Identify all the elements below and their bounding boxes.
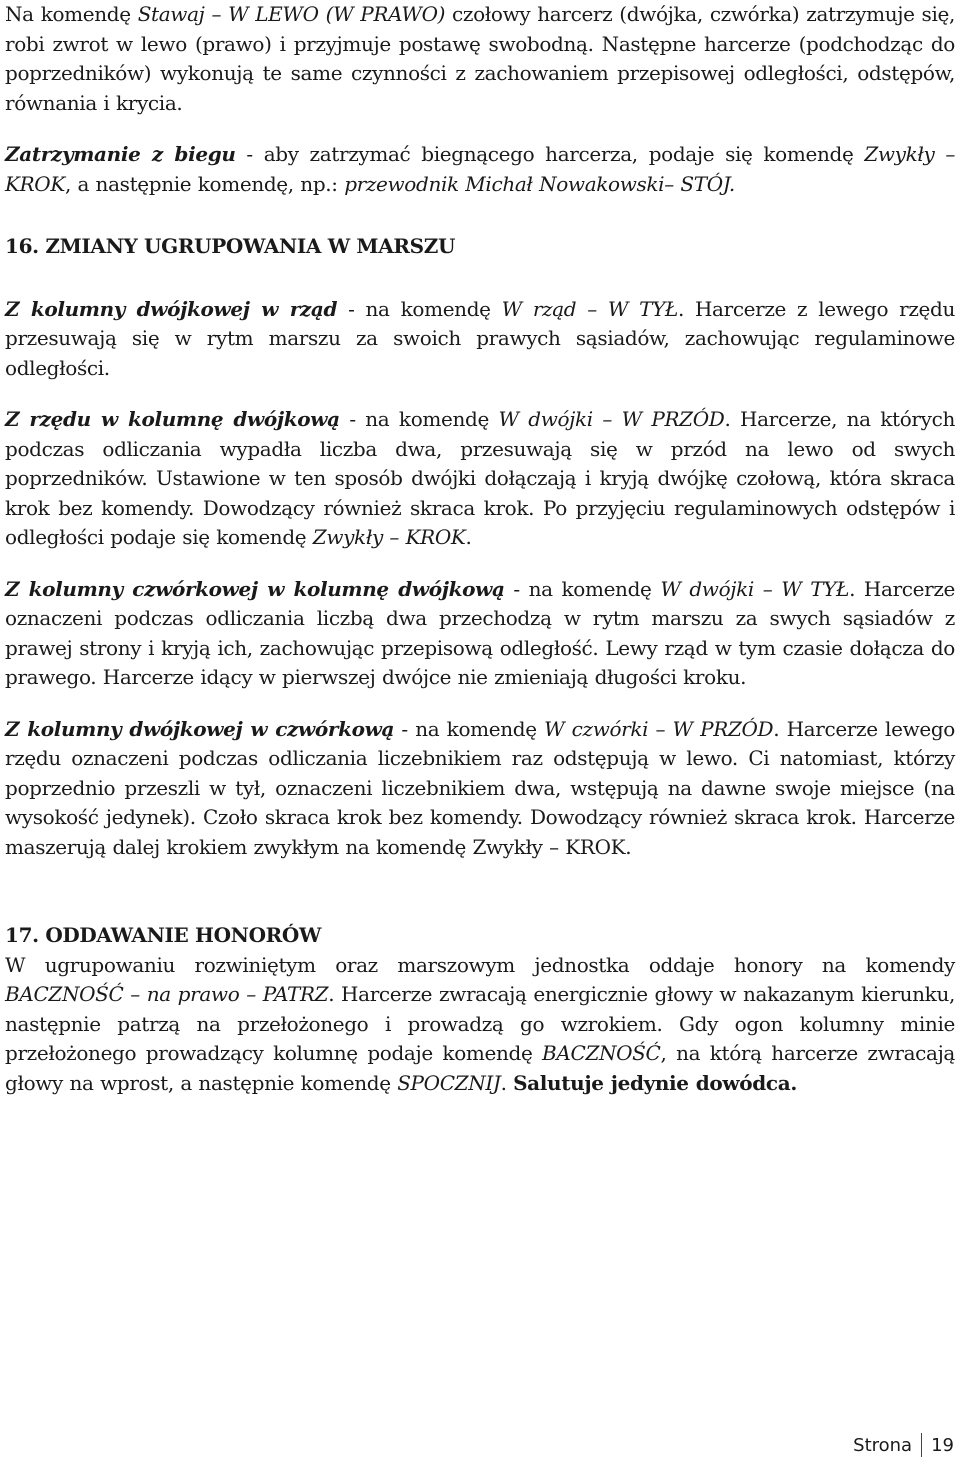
text: . Harcerze lewego rzędu oznaczeni podczas odliczania liczebnikiem raz odstępują w lewo. Ci natomiast, którzy poprzednio przeszli w tył, oznaczeni liczebnikiem dwa, wstępują na dawne swoje miejsce (na wysokość jedynek). Czoło skraca krok bez komendy. Dowodzący również skraca krok. Harcerze maszerują dalej krokiem zwykłym na komendę Zwykły – KROK. [5,716,955,859]
text: W ugrupowaniu rozwiniętym oraz marszowym jednostka oddaje honory na komendy [5,952,955,977]
command-text: Zwykły – KROK [5,142,955,196]
command-text: Stawaj – W LEWO (W PRAWO) [137,2,446,26]
section-heading-17 [5,921,955,951]
paragraph-oddawanie-honorow [5,951,955,1099]
text: . [500,1070,514,1095]
page-number: 19 [931,1434,954,1456]
command-text: przewodnik Michał Nowakowski– STÓJ. [344,171,735,196]
command-text: W rząd – W TYŁ [501,296,678,321]
text: , a następnie komendę, np.: [64,171,345,196]
command-text: W dwójki – W PRZÓD [498,407,725,431]
text: Na komendę [5,2,138,26]
section-number: 17. [5,923,39,947]
command-text: W dwójki – W TYŁ [660,576,850,601]
text: - na komendę [337,296,502,321]
term-heading: Z rzędu w kolumnę dwójkową [5,407,340,431]
page-label: Strona [853,1434,913,1456]
term-heading: Z kolumny dwójkowej w czwórkową [5,716,395,741]
page-footer [853,1433,954,1457]
command-text: W czwórki – W PRZÓD [544,716,774,741]
document-page [5,0,955,1098]
footer-divider [921,1433,922,1457]
term-heading: Z kolumny czwórkowej w kolumnę dwójkową [5,576,505,601]
bold-statement: Salutuje jedynie dowódca. [513,1070,797,1095]
text: . [465,525,472,549]
text: - aby zatrzymać biegnącego harcerza, podaje się komendę [235,142,865,166]
section-title: ODDAWANIE HONORÓW [38,923,322,947]
command-text: SPOCZNIJ [397,1070,501,1095]
paragraph-dwojkowa-w-czworkowa [5,715,955,863]
paragraph-zatrzymanie-z-biegu [5,140,955,199]
command-text: BACZNOŚĆ [542,1041,661,1065]
text: - na komendę [339,407,499,431]
paragraph-kolumna-dwojkowa-w-rzad [5,295,955,384]
command-text: Zwykły – KROK [312,525,466,549]
text: . Harcerze, na których podczas odliczania wypadła liczba dwa, przesuwają się w przód na lewo od swych poprzedników. Ustawione w ten sposób dwójki dołączają i kryją dwójkę czołową, która skraca krok bez komendy. Dowodzący również skraca krok. Po przyjęciu regulaminowych odstępów i odległości podaje się komendę [5,407,955,549]
paragraph-rzad-w-kolumne-dwojkowa [5,405,955,553]
paragraph-czworkowa-w-dwojkowa [5,575,955,693]
section-number: 16. [5,234,39,258]
text: . Harcerze z lewego rzędu przesuwają się w rytm marszu za swoich prawych sąsiadów, zachowując regulaminowe odległości. [5,296,955,380]
term-heading: Zatrzymanie z biegu [5,142,236,166]
term-heading: Z kolumny dwójkowej w rząd [5,296,338,321]
section-heading-16 [5,232,955,262]
paragraph-stawaj [5,0,955,118]
command-text: BACZNOŚĆ – na prawo – PATRZ [5,982,329,1006]
text: . Harcerze zwracają energicznie głowy w nakazanym kierunku, następnie patrzą na przełożonego i prowadzą go wzrokiem. Gdy ogon kolumny minie przełożonego prowadzący kolumnę podaje komendę [5,982,955,1065]
text: , na którą harcerze zwracają głowy na wprost, a następnie komendę [5,1041,956,1095]
text: - na komendę [504,576,661,601]
text: . Harcerze oznaczeni podczas odliczania liczbą dwa przechodzą w rytm marszu za swych sąsiadów z prawej strony i kryją ich, zachowując przepisową odległość. Lewy rząd w tym czasie dołącza do prawego. Harcerze idący w pierwszej dwójce nie zmieniają długości kroku. [5,576,956,689]
text: czołowy harcerz (dwójka, czwórka) zatrzymuje się, robi zwrot w lewo (prawo) i przyjmuje postawę swobodną. Następne harcerze (podchodząc do poprzedników) wykonują te same czynności z zachowaniem przepisowej odległości, odstępów, równania i krycia. [5,2,955,115]
text: - na komendę [394,716,545,741]
section-title: ZMIANY UGRUPOWANIA W MARSZU [38,234,456,258]
